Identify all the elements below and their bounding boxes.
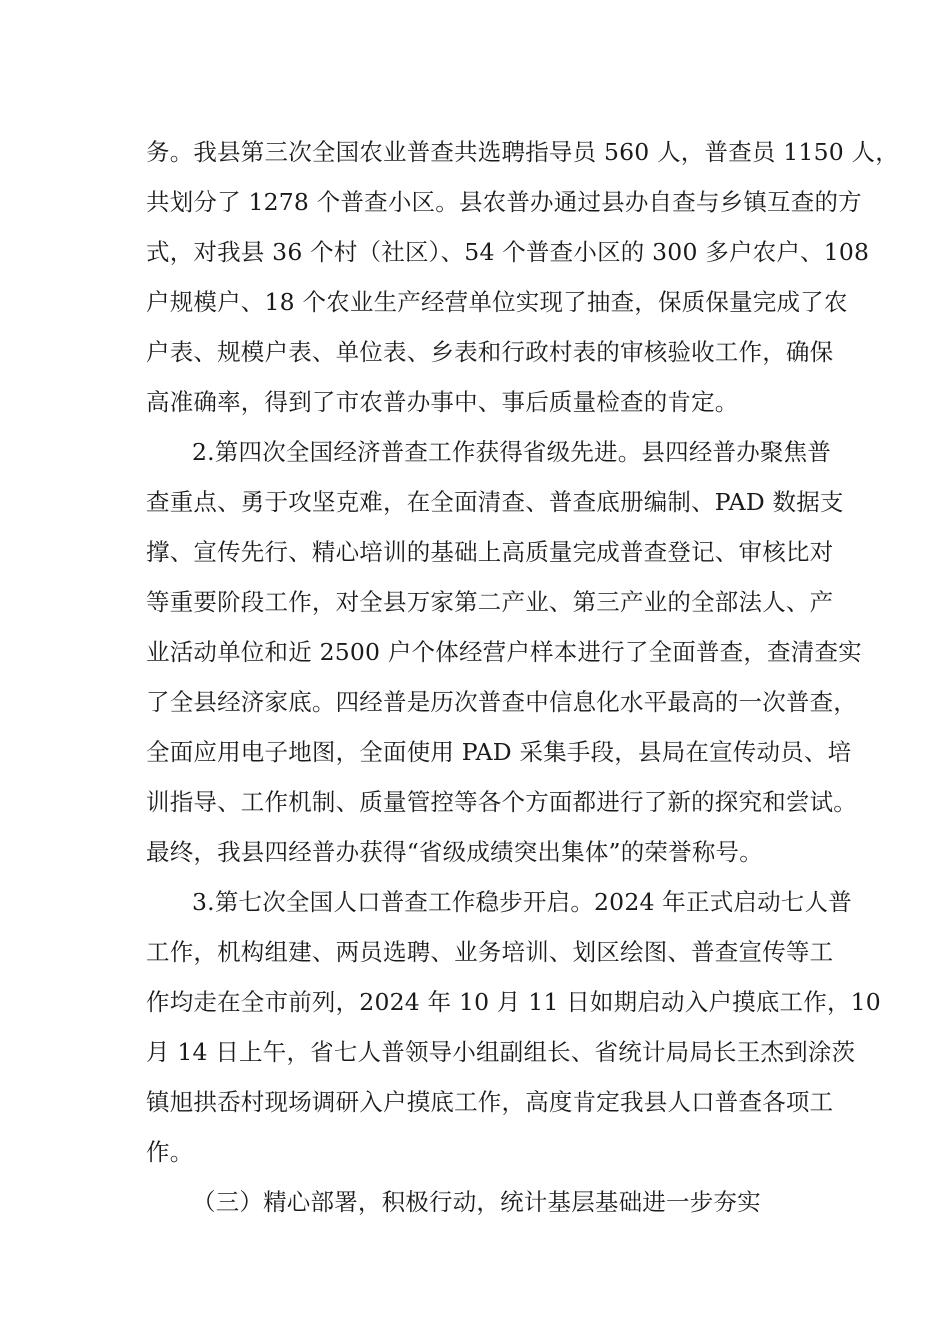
paragraph-line-7: 2.第四次全国经济普查工作获得省级先进。县四经普办聚焦普 bbox=[192, 438, 832, 466]
section-heading: （三）精心部署，积极行动，统计基层基础进一步夯实 bbox=[192, 1188, 761, 1216]
paragraph-line-16: 3.第七次全国人口普查工作稳步开启。2024 年正式启动七人普 bbox=[192, 888, 852, 916]
paragraph-line-11: 业活动单位和近 2500 户个体经营户样本进行了全面普查，查清查实 bbox=[146, 638, 862, 666]
paragraph-line-12: 了全县经济家底。四经普是历次普查中信息化水平最高的一次普查， bbox=[146, 688, 857, 716]
paragraph-line-19: 月 14 日上午，省七人普领导小组副组长、省统计局局长王杰到涂茨 bbox=[146, 1038, 856, 1066]
paragraph-line-17: 工作，机构组建、两员选聘、业务培训、划区绘图、普查宣传等工 bbox=[146, 938, 834, 966]
paragraph-line-6: 高准确率，得到了市农普办事中、事后质量检查的肯定。 bbox=[146, 388, 739, 416]
paragraph-line-13: 全面应用电子地图，全面使用 PAD 采集手段，县局在宣传动员、培 bbox=[146, 738, 852, 766]
paragraph-line-3: 式，对我县 36 个村（社区）、54 个普查小区的 300 多户农户、108 bbox=[146, 238, 870, 266]
paragraph-line-9: 撑、宣传先行、精心培训的基础上高质量完成普查登记、审核比对 bbox=[146, 538, 834, 566]
paragraph-line-21: 作。 bbox=[146, 1138, 194, 1166]
paragraph-line-18: 作均走在全市前列，2024 年 10 月 11 日如期启动入户摸底工作，10 bbox=[146, 988, 881, 1016]
paragraph-line-15: 最终，我县四经普办获得“省级成绩突出集体”的荣誉称号。 bbox=[146, 838, 763, 866]
paragraph-line-20: 镇旭拱岙村现场调研入户摸底工作，高度肯定我县人口普查各项工 bbox=[146, 1088, 834, 1116]
paragraph-line-2: 共划分了 1278 个普查小区。县农普办通过县办自查与乡镇互查的方 bbox=[146, 188, 862, 216]
paragraph-line-14: 训指导、工作机制、质量管控等各个方面都进行了新的探究和尝试。 bbox=[146, 788, 857, 816]
paragraph-line-10: 等重要阶段工作，对全县万家第二产业、第三产业的全部法人、产 bbox=[146, 588, 834, 616]
paragraph-line-5: 户表、规模户表、单位表、乡表和行政村表的审核验收工作，确保 bbox=[146, 338, 834, 366]
paragraph-line-4: 户规模户、18 个农业生产经营单位实现了抽查，保质保量完成了农 bbox=[146, 288, 848, 316]
paragraph-line-1: 务。我县第三次全国农业普查共选聘指导员 560 人，普查员 1150 人， bbox=[146, 138, 899, 166]
paragraph-line-8: 查重点、勇于攻坚克难，在全面清查、普查底册编制、PAD 数据支 bbox=[146, 488, 844, 516]
